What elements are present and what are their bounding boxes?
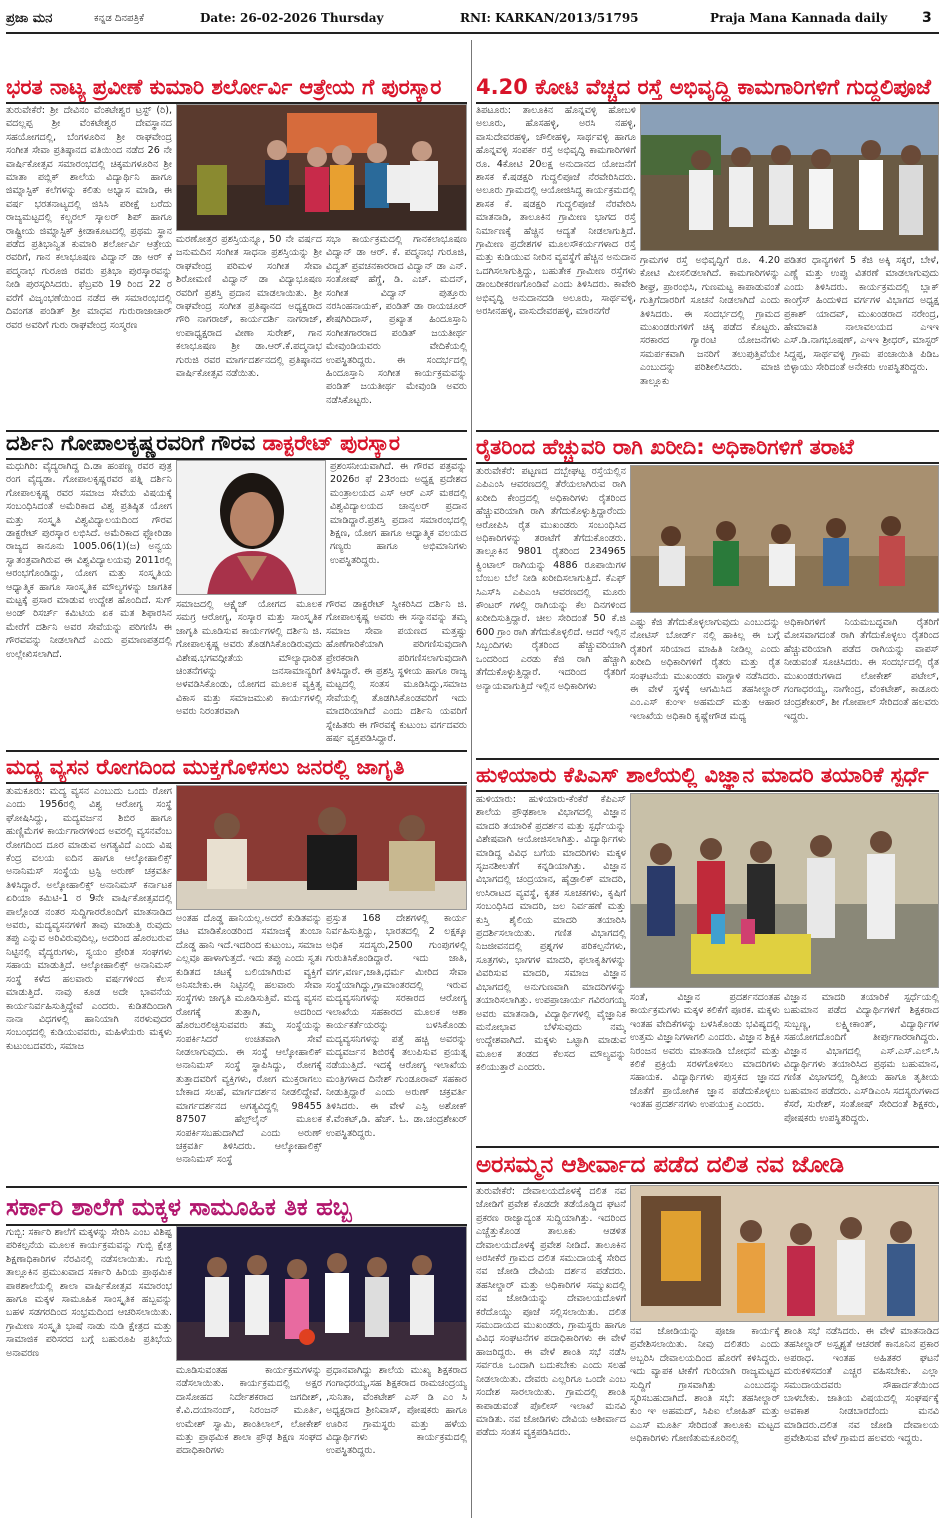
ground-breaking-photo (640, 104, 939, 251)
tagline: ಕನ್ನಡ ದಿನಪತ್ರಿಕೆ (94, 12, 145, 24)
article-alcohol-body: ತುಮಕೂರು: ಮದ್ಯ ವ್ಯಸನ ಎಂಬುದು ಒಂದು ರೋಗ ಎಂದು 1956ರಲ್ಲಿ ವಿಶ್ವ ಆರೋಗ್ಯ ಸಂಸ್ಥೆ ಘೋಷಿಸಿದ್ದು, ಮದ್ಯವರ್ಜನ ಶಿಬಿರ ಹಾಗೂ ಹುಣ್ಣಿಮೆಗಳ ಕಾರ್ಯಗಾರಗಳಿಂದ ಅವರಲ್ಲಿ ವ್ಯಸನವೆಂಬ ರೋಗದಿಂದ ದೂರ ಮಾಡುವ ಅಗತ್ಯವಿದೆ ಎಂದು ವಿಷ ಕೆಂದ್ರ ವಲಯ ಐದಿನ ಹಾಗೂ ಆಲ್ಕೋಹಾಲಿಕ್ಸ್ ಅನಾನಿಮಸ್ ಸಂಸ್ಥೆಯ ಟ್ರಸ್ಟಿ ಅರುಣ್ ಚಕ್ರವರ್ತಿ ತಿಳಿಸಿದ್ದಾರೆ. ಅಲ್ಕೋಹಾಲಿಕ್ಸ್ ಅನಾನಿಮಸ್ ಕರ್ನಾಟಕ ಏರಿಯಾ ಕಮಿಟಿ-1 ರ 9ನೇ ವಾರ್ಷಿಕೋತ್ಸವದಲ್ಲಿ ಪಾಲ್ಗೊಂಡ ನಂತರ ಸುದ್ದಿಗಾರರೊಂದಿಗೆ ಮಾತನಾಡಿದ ಅವರು, ಮದ್ಯವ್ಯಸನಗಳಿಗೆ ತಾವು ಮಾಡುತ್ತಿ ರುವುದು ತಪ್ಪು ಎನ್ನುವ ಅರಿವಿರುವುದಿಲ್ಲ, ಅದರಿಂದ ಹೊರಬರುವ ನಿಟ್ಟಿನಲ್ಲಿ ವೈದ್ಯರುಗಳು, ಸ್ವಯಂ ಪ್ರೇರಿತ ಸಂಘಗಳು ಸಹಾಯ ಮಾಡುತ್ತಿದೆ. ಆಲ್ಕೋಹಾಲಿಕ್ಸ್ ಅನಾನಿಮಸ್ ಸಂಸ್ಥೆ ಕಳೆದ ಹಲವಾರು ವರ್ಷಗಳಿಂದ ಕೆಲಸ ಮಾಡುತ್ತಿದೆ. ನಾವು ಕೂಡ ಅದೇ ಭಾವನೆಯ ಕಾರ್ಯನಿರ್ವಹಿಸುತ್ತಿದ್ದೇವೆ ಎಂದರು. ಕುಡಿತದಿಂದಾಗಿ ನಾನಾ ವಿಧಗಳಲ್ಲಿ ಹಾನಿಯಾಗಿ ನರಳುವುದರ ಸಂಬಂಧದಲ್ಲಿ ಕುಡಿಯುವವರು, ಮಹಿಳೆಯರು ಮಕ್ಕಳು ಕುಟುಂಬದವರು, ಸಮಾಜ (6, 786, 172, 1052)
headline-darshini-red: ಡಾಕ್ಟರೇಟ್ ಪುರಸ್ಕಾರ (262, 431, 400, 455)
article-school-caption: ಮೂಡಿಸುವಂತಹ ಕಾರ್ಯಕ್ರಮಗಳನ್ನು ನಡೆಸಲಾಯಿತು. ಕಾರ್ಯಕ್ರಮದಲ್ಲಿ ಅಕ್ಷರ ದಾಸೋಹದ ನಿರ್ದೇಶಕರಾದ ಜಗದೀಶ್, ಕೆ.ವಿ.ದಯಾನಂದ್, ನಿರಂಜನ್ ಮೂರ್ತಿ, ಉಮೇಶ್ ಸ್ವಾಮಿ, ಶಾಂತಿಲಾಲ್, ಲೋಕೇಶ್ ಮತ್ತು ಪ್ರಾಥಮಿಕ ಶಾಲಾ ಪ್ರೌಢ ಶಿಕ್ಷಣ ಸಂಘದ ಪದಾಧಿಕಾರಿಗಳು (176, 1365, 322, 1457)
article-dalit-caption: ನವ ಜೋಡಿಯನ್ನು ಪೂಜಾ ಕಾರ್ಯಕ್ಕೆ ಪ್ರವೇಶಿಸಲಾಯಿತು. ನೀವು ದಲಿತರು ಎಂದು ಅಬ್ಬರಿಸಿ ದೇವಾಲಯದಿಂದ ಹೊರಗೆ ಕಳಿಸಿದ್ದರು. ಇದು ವ್ಯಾಪಕ ಟೀಕೆಗೆ ಗುರಿಯಾಗಿ ರಾಜ್ಯಮಟ್ಟದ ಸುದ್ದಿಗೆ ಗ್ರಾಸವಾಗಿತ್ತು ಎಂಬುದನ್ನು ಸ್ಮರಿಸಬಹುದಾಗಿದೆ. ಶಾಂತಿ ಸಭೆ: ತಹಸೀಲ್ದಾರ್ ಕುಂ ಞ ಅಹಮದ್, ಸಿಪಿಐ ಲೋಹಿತ್ ಮತ್ತು ಎಎಸ್ ಮೂರ್ತಿ ಸೇರಿದಂತೆ ತಾಲೂಕು ಮಟ್ಟದ ಅಧಿಕಾರಿಗಳು ಗೋಣಿತುಮಕೂರಿನಲ್ಲಿ (630, 1326, 780, 1445)
article-alcohol-body-mid: ಅಂತಹ ದೊಡ್ಡ ಹಾನಿಯಲ್ಲ.ಅದರೆ ಕುಡಿತವನ್ನು ಚಟ ಮಾಡಿಕೊಂಡರಿಂದ ಸಮಾಜಕ್ಕೆ ತುಂಬಾ ದೊಡ್ಡ ಹಾನಿ ಇದೆ.ಇದರಿಂದ ಕುಟುಂಬ, ಸಮಾಜ ಎಲ್ಲವೂ ಹಾಳಾಗುತ್ತದೆ. ಇದು ತಪ್ಪು ಎಂದು ಸ್ವತಃ ಕುಡಿತದ ಚಟಕ್ಕೆ ಬಲಿಯಾಗಿರುವ ವ್ಯಕ್ತಿಗೆ ಅನಿಸಬೇಕು.ಈ ನಿಟ್ಟಿನಲ್ಲಿ ಹಲವಾರು ಸೇವಾ ಸಂಸ್ಥೆಗಳು ಜಾಗೃತಿ ಮೂಡಿಸುತ್ತಿವೆ. ಮದ್ಯ ವ್ಯಸನ ರೋಗಕ್ಕೆ ತುತ್ತಾಗಿ, ಅದರಿಂದ ಹೊರಬರಲಿಚ್ಛಿಸುವವರು ತಮ್ಮ ಸಂಸ್ಥೆಯನ್ನು ಸಂಪರ್ಕಿಸಿದರೆ ಉಚಿತವಾಗಿ ಸೇವೆ ನೀಡಲಾಗುವುದು. ಈ ಸಂಸ್ಥೆ ಆಲ್ಕೋಹಾಲಿಕ್ ಅನಾನಿಮಸ್ ಸಂಸ್ಥೆ ಸ್ಥಾಪಿಸಿದ್ದು, ರೋಗಕ್ಕೆ ತುತ್ತಾದವರಿಗೆ ವ್ಯಕ್ತಿಗಳು, ರೋಗ ಮುಕ್ತರಾಗಲು ಬೇಕಾದ ಸಲಹೆ, ಮಾರ್ಗದರ್ಶನ ನೀಡಲಿದ್ದೇವೆ. ಮಾರ್ಗದರ್ಶನದ ಅಗತ್ಯವಿದ್ದಲ್ಲಿ 98455 87507 ಹೆಲ್ಪ್‌ಲೈನ್ ಮೂಲಕ ಸಂಪರ್ಕಿಸಬಹುದಾಗಿದೆ ಎಂದು ಅರುಣ್ ಚಕ್ರವರ್ತಿ ತಿಳಿಸಿದರು. ಆಲ್ಕೋಹಾಲಿಕ್ಸ್ ಅನಾನಿಮಸ್ ಸಂಸ್ಥೆ (176, 913, 322, 1166)
article-bharatanatya-caption: ಮರಣೋತ್ತರ ಪ್ರಶಸ್ತಿಯನ್ನೂ, 50 ನೇ ವರ್ಷದ ಜನುಮದಿನ ಸಂಗೀತ ಸಾಧನಾ ಪ್ರಶಸ್ತಿಯನ್ನು ಶ್ರೀ ರಾಘವೇಂದ್ರ ಪರಿಮಳ ಸಂಗೀತ ಸೇವಾ ಶಿರೋಮಣಿ ವಿದ್ವಾನ್ ಡಾ ವಿದ್ಯಾಭೂಷಣ ರವರಿಗೆ ಪ್ರಶಸ್ತಿ ಪ್ರದಾನ ಮಾಡಲಾಯಿತು. ಶ್ರೀ ರಾಘವೇಂದ್ರ ಸಂಗೀತ ಪ್ರತಿಷ್ಠಾನದ ಅಧ್ಯಕ್ಷರಾದ ಗೌರಿ ನಾಗರಾಜ್, ಕಾರ್ಯದರ್ಶಿ ನಾಗರಾಜ್, ಉಪಾಧ್ಯಕ್ಷರಾದ ವೀಣಾ ಸುರೇಶ್, ಗಾನ ಕಲಾಭೂಷಣ ಶ್ರೀ ಡಾ.ಆರ್.ಕೆ.ಪದ್ಮನಾಭ ಗುರುಜಿ ರವರ ಮಾರ್ಗದರ್ಶನದಲ್ಲಿ ಪ್ರತಿಷ್ಠಾನದ ವಾರ್ಷಿಕೋತ್ಸವ ನಡೆಯಿತು. (176, 234, 322, 380)
page-number: 3 (922, 10, 932, 26)
article-bharatanatya-body-cont: ಸಭಾ ಕಾರ್ಯಕ್ರಮದಲ್ಲಿ ಗಾನಕಲಾಭೂಷಣ ವಿದ್ವಾನ್ ಡಾ ಆರ್. ಕೆ. ಪದ್ಮನಾಭ ಗುರೂಜಿ, ವಿದ್ವತ್ ಪ್ರವಚನಕಾರರಾದ ವಿದ್ವಾನ್ ಡಾ ಎನ್. ಸಂತೋಷ್ ಹೆಗ್ಡೆ, ಡಿ. ಎಚ್. ಮದನ್, ಸಂಗೀತ ವಿದ್ವಾನ್ ಪುತ್ತೂರು ನರಸಿಂಹನಾಯಕ್, ಪಂಡಿತ್ ಡಾ ರಾಯಚೂರ್ ಶೇಷಗಿರಿದಾಸ್, ಪ್ರಖ್ಯಾತ ಹಿಂದೂಸ್ತಾನಿ ಸಂಗೀತಗಾರರಾದ ಪಂಡಿತ್ ಜಯತೀರ್ಥ ಮೇವುಂಡಿಯವರು ವೇದಿಕೆಯಲ್ಲಿ ಉಪಸ್ಥಿತರಿದ್ದರು. ಈ ಸಂದರ್ಭದಲ್ಲಿ ಹಿಂದೂಸ್ತಾನಿ ಸಂಗೀತ ಕಾರ್ಯಕ್ರಮವನ್ನು ಪಂಡಿತ್ ಜಯತೀರ್ಥ ಮೇವುಂಡಿ ಅವರು ನಡೆಸಿಕೊಟ್ಟರು. (326, 234, 467, 406)
article-darshini-body-top: ಪ್ರಶಂಸನೀಯವಾಗಿದೆ. ಈ ಗೌರವ ಪತ್ರವನ್ನು 2026ರ ಫೆ 23ರಂದು ಅಧ್ಯಕ್ಷ ಪ್ರದೇಶದ ಮಂತ್ರಾಲಯದ ಎಸ್ ಆರ್ ಎಸ್ ಮಠದಲ್ಲಿ ವಿಶ್ವವಿದ್ಯಾಲಯದ ಚಾನ್ಸಲರ್ ಪ್ರದಾನ ಮಾಡಿದ್ದಾರೆ.ಪ್ರಶಸ್ತಿ ಪ್ರದಾನ ಸಮಾರಂಭದಲ್ಲಿ ಶಿಕ್ಷಣ, ಯೋಗ ಹಾಗೂ ಆಧ್ಯಾತ್ಮಿಕ ವಲಯದ ಗಣ್ಯರು ಹಾಗೂ ಅಭಿಮಾನಿಗಳು ಉಪಸ್ಥಿತರಿದ್ದರು. (330, 461, 467, 566)
science-exhibition-photo (630, 793, 939, 988)
article-bharatanatya-body: ತುರುವೇಕೆರೆ: ಶ್ರೀ ದೇವಿನಂ ವೆಂಕಟೇಶ್ವರ ಟ್ರಸ್ಟ್ (ರಿ), ವದಲ್ಲಪ್ಪ ಶ್ರೀ ವೆಂಕಟೇಶ್ವರ ದೇವಸ್ಥಾನದ ಸಹಯೋಗದಲ್ಲಿ, ಬೆಂಗಳೂರಿನ ಶ್ರೀ ರಾಘವೇಂದ್ರ ಸಂಗೀತ ಸೇವಾ ಪ್ರತಿಷ್ಠಾನದ ವತಿಯಿಂದ ನಡೆದ 26 ನೇ ವಾರ್ಷಿಕೋತ್ಸವ ಸಮಾರಂಭದಲ್ಲಿ ಚಿಕ್ಕಮಗಳೂರಿನ ಶ್ರೀ ಮಾತಾ ಪಬ್ಲಿಕ್ ಶಾಲೆಯ ವಿದ್ಯಾರ್ಥಿನಿ ಹಾಗೂ ಜಿಮ್ನಾಸ್ಟಿಕ್ ಕಲೆಗಳನ್ನು ಕಲಿತು ಅಭ್ಯಾಸ ಮಾಡಿ, ಈ ವರ್ಷ ಭರತನಾಟ್ಯದಲ್ಲಿ ಜಿಸಿಸಿ ಪರೀಕ್ಷೆ ಬರೆದು ರಾಜ್ಯಮಟ್ಟದಲ್ಲಿ ಕಲ್ಚರಲ್ ಸ್ಕಾಲರ್ ಶಿಪ್ ಹಾಗೂ ರಾಷ್ಟ್ರೀಯ ಜಿಮ್ನಾಸ್ಟಿಕ್ ಕ್ರೀಡಾಕೂಟದಲ್ಲಿ ಪ್ರಥಮ ಸ್ಥಾನ ಪಡೆದ ಪ್ರತಿಭಾನ್ವಿತ ಕುಮಾರಿ ಶರ್ಲೋರ್ವಿ ಆತ್ರೇಯ ರವರಿಗೆ, ಗಾನ ಕಲಾಭೂಷಣ ವಿದ್ವಾನ್ ಡಾ ಆರ್ ಕೆ ಪದ್ಮನಾಭ ಗುರೂಜಿ ರವರು ಪ್ರತಿಭಾ ಪುರಸ್ಕಾರವನ್ನು ನೀಡಿ ಪುರಸ್ಕರಿಸಿದರು. ಫೆಬ್ರವರಿ 19 ರಿಂದ 22 ರ ವರೆಗೆ ವಿಜೃಂಭಣೆಯಿಂದ ನಡೆದ ಈ ಸಮಾರಂಭದಲ್ಲಿ ದಿವಂಗತ ಪಂಡಿತ್ ಶ್ರೀ ಮಾಧವ ಗುರುರಾಜಾಚಾರ್ ರವರ ಅವರಿಗೆ ಗುರು ರಾಘವೇಂದ್ರ ಸಂಸ್ಮರಣ (6, 105, 172, 331)
column-divider (471, 40, 472, 1518)
headline-ragi-purchase: ರೈತರಿಂದ ಹೆಚ್ಚುವರಿ ರಾಗಿ ಖರೀದಿ: ಅಧಿಕಾರಿಗಳಿಗೆ ತರಾಟೆ (476, 432, 939, 464)
article-alcohol-body-cont: ಪ್ರಸ್ತುತ 168 ದೇಶಗಳಲ್ಲಿ ಕಾರ್ಯ ನಿರ್ವಹಿಸುತ್ತಿದ್ದು, ಭಾರತದಲ್ಲಿ 2 ಲಕ್ಷಕ್ಕೂ ಅಧಿಕ ಸದಸ್ಯರು,2500 ಗುಂಪುಗಳಲ್ಲಿ ಗುರುತಿಸಿಕೊಂಡಿದ್ದಾರೆ. ಇದು ಜಾತಿ, ವರ್ಗ,ವರ್ಣ,ಜಾತಿ,ಧರ್ಮ ಮೀರಿದ ಸೇವಾ ಸಂಸ್ಥೆಯಾಗಿದ್ದು,ಗ್ರಾಮಾಂತರದಲ್ಲಿ ಇರುವ ಮದ್ಯವ್ಯಸನಿಗಳನ್ನು ಸರಕಾರದ ಆರೋಗ್ಯ ಇಲಾಖೆಯ ಸಹಕಾರದ ಮೂಲಕ ಆಶಾ ಕಾರ್ಯಕರ್ತೆಯರನ್ನು ಬಳಸಿಕೊಂಡು ಮದ್ಯವ್ಯಸನಿಗಳನ್ನು ಪತ್ತೆ ಹಚ್ಚಿ ಅವರನ್ನು ಮದ್ಯವರ್ಜನ ಶಿಬಿರಕ್ಕೆ ತಲುಪಿಸುವ ಪ್ರಯತ್ನ ನಡೆಯುತ್ತಿದೆ. ಇದಕ್ಕೆ ಆರೋಗ್ಯ ಇಲಾಖೆಯ ಮಂತ್ರಿಗಳಾದ ದಿನೇಶ್ ಗುಂಡೂರಾವ್ ಸಹಕಾರ ನೀಡುತ್ತಿದ್ದಾರೆ ಎಂದು ಅರುಣ್ ಚಕ್ರವರ್ತಿ ತಿಳಿಸಿದರು. ಈ ವೇಳೆ ಎಸ್ಪಿ ಅಶೋಕ್ ಕೆ.ವೆಂಕಟ್,ಡಿ. ಹೆಚ್. ಓ. ಡಾ.ಚಂದ್ರಶೇಖರ್ ಉಪಸ್ಥಿತರಿದ್ದರು. (326, 913, 467, 1139)
article-dalit-body-cont: ಶಾಂತಿ ಸಭೆ ನಡೆಸಿದರು. ಈ ವೇಳೆ ಮಾತನಾಡಿದ ತಹಸೀಲ್ದಾರ್ ಅಸ್ಪೃಶ್ಯತೆ ಆಚರಣೆ ಕಾನೂನಿನ ಪ್ರಕಾರ ಅಪರಾಧ. ಇಂತಹ ಅಹಿತಕರ ಘಟನೆ ಮರುಕಳಿಸದಂತೆ ಎಚ್ಚರ ವಹಿಸಬೇಕು. ಎಲ್ಲಾ ಸಮುದಾಯದವರು ಸೌಹಾರ್ದತೆಯಿಂದ ಬಾಳಬೇಕು. ಜಾತಿಯ ವಿಷಯದಲ್ಲಿ ಸಂಘರ್ಷಕ್ಕೆ ಅವಕಾಶ ನೀಡಬಾರದೆಂದು ಮನವಿ ಮಾಡಿದರು.ದಲಿತ ನವ ಜೋಡಿ ದೇವಾಲಯ ಪ್ರವೇಶಿಸುವ ವೇಳೆ ಗ್ರಾಮದ ಹಲವರು ಇದ್ದರು. (784, 1326, 939, 1445)
headline-bharatanatya: ಭರತ ನಾಟ್ಯ ಪ್ರವೀಣೆ ಕುಮಾರಿ ಶರ್ಲೋರ್ವಿ ಆತ್ರೇಯ ಗೆ ಪುರಸ್ಕಾರ (6, 72, 467, 104)
school-event-photo (176, 1226, 467, 1361)
article-darshini-body-cont: ಗೌರವ ಡಾಕ್ಟರೇಟ್ ಸ್ವೀಕರಿಸಿದ ದರ್ಶಿನಿ ಜಿ. ಗೋಪಾಲಕೃಷ್ಣ ಅವರು ಈ ಸನ್ಮಾನವನ್ನು ತಮ್ಮ ಸಮಾಜ ಸೇವಾ ಪಯಣದ ಮತ್ತಷ್ಟು ಹೊಣೆಗಾರಿಕೆಯಾಗಿ ಪರಿಗಣಿಸುವುದಾಗಿ ಪ್ರೇರಕರಾಗಿ ಪರಿಗಣಿಸಲಾಗುವುದಾಗಿ ತಿಳಿಸಿದ್ದಾರೆ. ಈ ಪ್ರಶಸ್ತಿ ಸ್ಥಳೀಯ ಹಾಗೂ ರಾಜ್ಯ ಮಟ್ಟದಲ್ಲಿ ಸಂತಸ ಮೂಡಿಸಿದ್ದು,ಸಮಾಜ ಸೇವೆಯಲ್ಲಿ ತೊಡಗಿಸಿಕೊಂಡವರಿಗೆ ಇದು ಮಾದರಿಯಾಗಿದೆ ಎಂದು ದರ್ಶಿನಿ ಯವರಿಗೆ ಸ್ನೇಹಿತರು ಈ ಗೌರವಕ್ಕೆ ಕುಟುಂಬ ವರ್ಗದವರು ಹರ್ಷ ವ್ಯಕ್ತಪಡಿಸಿದ್ದಾರೆ. (326, 599, 467, 745)
temple-visit-photo (630, 1185, 939, 1322)
article-ragi-body-mid: ಎಷ್ಟು ಕೆಜಿ ತೆಗೆದುಕೊಳ್ಳಲಾಗುವುದು ಎಂಬುದನ್ನು ನೋಟಿಸ್ ಬೋರ್ಡ್ ನಲ್ಲಿ ಹಾಕಿಲ್ಲ ಈ ಬಗ್ಗೆ ರೈತರಿಗೆ ಸರಿಯಾದ ಮಾಹಿತಿ ನೀಡಿಲ್ಲ ಎಂದು ಖರೀದಿ ಅಧಿಕಾರಿಗಳಿಗೆ ರೈತರು ಮತ್ತು ರೈತ ಸಂಘಟನೆಯ ಮುಖಂಡರು ವಾಗ್ದಾಳಿ ನಡೆಸಿದರು. ಈ ವೇಳೆ ಸ್ಥಳಕ್ಕೆ ಆಗಮಿಸಿದ ತಹಸೀಲ್ದಾರ್ ಎಂ.ಎಸ್ ಕುಂಞ ಅಹಮದ್ ಮತ್ತು ಆಹಾರ ಇಲಾಖೆಯ ಅಧಿಕಾರಿ ಕೃಷ್ಣೇಗೌಡ ಮಧ್ಯ (630, 617, 780, 722)
article-ragi-body: ತುರುವೇಕೆರೆ: ಪಟ್ಟಣದ ದಬ್ಬೇಘಟ್ಟ ರಸ್ತೆಯಲ್ಲಿನ ಎಪಿಎಂಸಿ ಆವರಣದಲ್ಲಿ ತೆರೆಯಲಾಗಿರುವ ರಾಗಿ ಖರೀದಿ ಕೇಂದ್ರದಲ್ಲಿ ಅಧಿಕಾರಿಗಳು ರೈತರಿಂದ ಹೆಚ್ಚುವರಿಯಾಗಿ ರಾಗಿ ತೆಗೆದುಕೊಳ್ಳುತ್ತಿದ್ದಾರೆಂದು ಆರೋಪಿಸಿ ರೈತ ಮುಖಂಡರು ಸಂಬಂಧಿಸಿದ ಅಧಿಕಾರಿಗಳನ್ನು ತರಾಟೆಗೆ ತೆಗೆದುಕೊಂಡರು. ತಾಲ್ಲೂಕಿನ 9801 ರೈತರಿಂದ 234965 ಕ್ವಿಂಟಾಲ್ ರಾಗಿಯನ್ನು 4886 ರೂಪಾಯಿಗಳ ಬೆಂಬಲ ಬೆಲೆ ನೀಡಿ ಖರೀದಿಸಲಾಗುತ್ತಿದೆ. ಕೆಎಫ್ ಸಿಎಸ್‌ಸಿ ಎಪಿಎಂಸಿ ಆವರಣದಲ್ಲಿ ಮೂರು ಕೌಂಟರ್ ಗಳಲ್ಲಿ ರಾಗಿಯನ್ನು ಕೆಲ ದಿನಗಳಿಂದ ಖರೀದಿಸುತ್ತಿದ್ದಾರೆ. ಚೀಲ ಸೇರಿದಂತೆ 50 ಕೆ.ಜಿ 600 ಗ್ರಾಂ ರಾಗಿ ತೆಗೆದುಕೊಳ್ಳಲಿದೆ. ಆದರೆ ಇಲ್ಲಿನ ಸಿಬ್ಬಂದಿಗಳು ರೈತರಿಂದ ಹೆಚ್ಚುವರಿಯಾಗಿ ಒಂದರಿಂದ ಎರಡು ಕೆಜಿ ರಾಗಿ ಹೆಚ್ಚಾಗಿ ತೆಗೆದುಕೊಳ್ಳುತ್ತಿದ್ದಾರೆ. ಇದರಿಂದ ರೈತರಿಗೆ ಅನ್ಯಾಯವಾಗುತ್ತಿದೆ ಇಲ್ಲಿನ ಅಧಿಕಾರಿಗಳು (476, 466, 626, 692)
headline-alcohol-awareness: ಮದ್ಯ ವ್ಯಸನ ರೋಗದಿಂದ ಮುಕ್ತಗೊಳಿಸಲು ಜನರಲ್ಲಿ ಜಾಗೃತಿ (6, 752, 467, 784)
rni-number: RNI: KARKAN/2013/51795 (460, 11, 639, 25)
headline-dalit-couple: ಅರಸಮ್ಮನ ಆಶೀರ್ವಾದ ಪಡೆದ ದಲಿತ ನವ ಜೋಡಿ (476, 1148, 939, 1184)
press-meet-photo (176, 785, 467, 910)
article-science-body-cont: ವಿಜ್ಞಾನ ಮಾದರಿ ತಯಾರಿಕೆ ಸ್ಪರ್ಧೆಯಲ್ಲಿ ಬಹುಮಾನ ಪಡೆದ ವಿದ್ಯಾರ್ಥಿಗಳಿಗೆ ಶಿಕ್ಷಕರಾದ ಸುಬ್ಬಣ್ಣ, ಲಕ್ಷ್ಮೀಕಾಂತ್, ವಿದ್ಯಾರ್ಥಿಗಳ ಸಹಯೋಗದೊಂದಿಗೆ ತೀರ್ಪುಗಾರರಾಗಿದ್ದರು. ವಿಜ್ಞಾನ ವಿಭಾಗದಲ್ಲಿ ಎಸ್.ಎಸ್.ಎಲ್.ಸಿ ವಿದ್ಯಾರ್ಥಿಗಳು ತಯಾರಿಸಿದ ಪ್ರಥಮ ಬಹುಮಾನ, ಗಣಿತ ವಿಭಾಗದಲ್ಲಿ ದ್ವಿತೀಯ ಹಾಗೂ ತೃತೀಯ ಬಹುಮಾನ ಪಡೆದರು. ಎಸ್‌ಡಿಎಂಸಿ ಸದಸ್ಯರುಗಳಾದ ಕೆಸರೆ, ಸುರೇಶ್, ಸಂತೋಷ್ ಸೇರಿದಂತೆ ಶಿಕ್ಷಕರು, ಪೋಷಕರು ಉಪಸ್ಥಿತರಿದ್ದರು. (784, 992, 939, 1124)
issue-date: Date: 26-02-2026 Thursday (200, 11, 384, 25)
darshini-portrait-photo (176, 460, 326, 595)
masthead (6, 4, 939, 34)
article-darshini-body-mid: ಸಮಾಜದಲ್ಲಿ ಆಕ್ಷ್ಯೆಜ್ ಯೋಗದ ಮೂಲಕ ಸಮಗ್ರ ಆರೋಗ್ಯ, ಸಂಸ್ಕಾರ ಮತ್ತು ಸಾಂಸ್ಕೃತಿಕ ಜಾಗೃತಿ ಮೂಡಿಸುವ ಕಾರ್ಯಗಳಲ್ಲಿ ದರ್ಶಿನಿ ಜಿ. ಗೋಪಾಲಕೃಷ್ಣ ಅವರು ತೊಡಗಿಸಿಕೊಂಡಿರುವುದು ವಿಶೇಷ.ಭಗವದ್ಗೀತೆಯ ಮೌಲ್ಯಾಧಾರಿತ ಚಿಂತನೆಗಳನ್ನು ಜನಸಾಮಾನ್ಯರಿಗೆ ಅಳವಡಿಸಿಕೊಂಡು, ಯೋಗದ ಮೂಲಕ ವ್ಯಕ್ತಿತ್ವ ವಿಕಾಸ ಮತ್ತು ಸಮಾಜಮುಖಿ ಕಾರ್ಯಗಳಲ್ಲಿ ಅವರು ನಿರಂತರವಾಗಿ (176, 599, 322, 718)
article-darshini-body: ಮಧುಗಿರಿ: ವೈದ್ಯರಾಗಿದ್ದ ದಿ.ಡಾ ಹಂಪಣ್ಣ ರವರ ಪುತ್ರ ರಂಗ ವೈದ್ಯಡಾ. ಗೋಪಾಲಕೃಷ್ಣರವರ ಪತ್ನಿ ದರ್ಶಿನಿ ಗೋಪಾಲಕೃಷ್ಣ ರವರ ಸಮಾಜ ಸೇವೆಯ ವಿಷಯಕ್ಕೆ ಸಂಬಂಧಿಸಿದಂತೆ ಅಮೆರಿಕಾದ ವಿಶ್ವ ಪ್ರತಿಷ್ಠಿತ ಯೋಗ ಮತ್ತು ಸಂಸ್ಕೃತಿ ವಿಶ್ವವಿದ್ಯಾಲಯದಿಂದ ಗೌರವ ಡಾಕ್ಟರೇಟ್ ಪುರಸ್ಕಾರ ಲಭಿಸಿದೆ. ಅಮೆರಿಕಾದ ಫ್ಲೋರಿಡಾ ರಾಜ್ಯದ ಕಾನೂನು 1005.06(1)(ಜ) ಅನ್ವಯ ಸ್ವಾತಂತ್ರವಾಗಿರುವ ಈ ವಿಶ್ವವಿದ್ಯಾಲಯವು 2011ರಲ್ಲಿ ಆರಂಭಗೊಂಡಿದ್ದು, ಯೋಗ ಮತ್ತು ಸಂಸ್ಕೃತಿಯ ಆಧ್ಯಾತ್ಮಿಕ ಹಾಗೂ ಸಾಂಸ್ಕೃತಿಕ ಮೌಲ್ಯಗಳನ್ನು ಜಾಗತಿಕ ಮಟ್ಟಕ್ಕೆ ಪ್ರಸಾರ ಮಾಡುವ ಉದ್ದೇಶ ಹೊಂದಿದೆ. ಸುಗ್ ಅಂಡ್ ರಿಸರ್ಚ್ ಕಮಿಟಿಯ ಏಕ ಮತ ಶಿಫಾರಸಿನ ಮೇರೆಗೆ ದರ್ಶಿನಿ ಅವರ ಸೇವೆಯನ್ನು ಪರಿಗಣಿಸಿ ಈ ಗೌರವವನ್ನು ನೀಡಲಾಗಿದೆ ಎಂದು ಪ್ರಮಾಣಪತ್ರದಲ್ಲಿ ಉಲ್ಲೇಖಿಸಲಾಗಿದೆ. (6, 461, 172, 660)
article-school-body: ಗುಬ್ಬಿ: ಸರ್ಕಾರಿ ಶಾಲೆಗೆ ಮಕ್ಕಳನ್ನು ಸೇರಿಸಿ ಎಂಬ ವಿಶಿಷ್ಟ ಪರಿಕಲ್ಪನೆಯ ಮೂಲಕ ಕಾರ್ಯಕ್ರಮವನ್ನು ಗುಬ್ಬಿ ಕ್ಷೇತ್ರ ಶಿಕ್ಷಣಾಧಿಕಾರಿಗಳ ನೆರವಿನಲ್ಲಿ ನಡೆಸಲಾಯಿತು. ಗುಬ್ಬಿ ತಾಲ್ಲೂಕಿನ ಪ್ರಮುಖವಾದ ಸರ್ಕಾರಿ ಹಿರಿಯ ಪ್ರಾಥಮಿಕ ಪಾಠಶಾಲೆಯಲ್ಲಿ ಶಾಲಾ ವಾರ್ಷಿಕೋತ್ಸವ ಸಮಾರಂಭ ಹಾಗೂ ಮಕ್ಕಳ ಸಾಮೂಹಿಕ ಸಾಂಸ್ಕೃತಿಕ ಹಬ್ಬವನ್ನು ಬಹಳ ಸಡಗರದಿಂದ ಸಂಭ್ರಮದಿಂದ ಆಚರಿಸಲಾಯಿತು. ಗ್ರಾಮೀಣ ಸಂಸ್ಕೃತಿ ಭಾಷೆ ನಾಡು ನುಡಿ ಕ್ಷೇತ್ರದ ಮತ್ತು ಸಾಮಾಜಿಕ ಪರಿಸರದ ಬಗ್ಗೆ ಬಹುರೂಪಿ ಪ್ರತಿಭೆಯ ಅನಾವರಣ (6, 1227, 172, 1359)
article-science-body: ಹುಳಿಯಾರು: ಹುಳಿಯಾರು-ಕೆಂಕೆರೆ ಕೆಪಿಎಸ್ ಶಾಲೆಯ ಪ್ರೌಢಶಾಲಾ ವಿಭಾಗದಲ್ಲಿ ವಿಜ್ಞಾನ ಮಾದರಿ ತಯಾರಿಕೆ ಪ್ರದರ್ಶನ ಮತ್ತು ಸ್ಪರ್ಧೆಯನ್ನು ವಿಶೇಷವಾಗಿ ಆಯೋಜಿಸಲಾಗಿತ್ತು. ವಿದ್ಯಾರ್ಥಿಗಳು ಮಾಡಿದ್ದ ವಿವಿಧ ಬಗೆಯ ಮಾದರಿಗಳು ಮಕ್ಕಳ ಸೃಜನಶೀಲತೆಗೆ ಕನ್ನಡಿಯಾಗಿತ್ತು. ವಿಜ್ಞಾನ ವಿಭಾಗದಲ್ಲಿ ಚಂದ್ರಯಾನ, ಹೈಡ್ರಾಲಿಕ್ ಮಾದರಿ, ಉಸಿರಾಟದ ವ್ಯವಸ್ಥೆ, ಕೃತಕ ಸೂಚಕಗಳು, ಕೃಷಿಗೆ ಸಂಬಂಧಿಸಿದ ಮಾದರಿ, ಜಲ ನಿರ್ವಹಣೆ ಮತ್ತು ಕುಸ್ತಿ ಶೈಲಿಯ ಮಾದರಿ ತಯಾರಿಸಿ ಪ್ರದರ್ಶಿಸಲಾಯಿತು. ಗಣಿತ ವಿಭಾಗದಲ್ಲಿ ನಿಜಜೀವನದಲ್ಲಿ ಪ್ರಶ್ನಗಳ ಪರಿಕಲ್ಪನೆಗಳು, ಸೂತ್ರಗಳು, ಭಾಗಗಳ ಮಾದರಿ, ಫಲಾಕೃತಿಗಳನ್ನು ವಿವರಿಸುವ ಮಾದರಿ, ಸಮಾಜ ವಿಜ್ಞಾನ ವಿಭಾಗದಲ್ಲಿ ಅನುಗುಣವಾಗಿ ಮಾದರಿಗಳನ್ನು ತಯಾರಿಸಲಾಗಿತ್ತು. ಉಪಪ್ರಾಚಾರ್ಯ ಗವಿರಂಗಯ್ಯ ಅವರು ಮಾತನಾಡಿ, ವಿದ್ಯಾರ್ಥಿಗಳಲ್ಲಿ ವೈಜ್ಞಾನಿಕ ಮನೋಭಾವ ಬೆಳೆಸುವುದು ನಮ್ಮ ಉದ್ದೇಶವಾಗಿದೆ. ಮಕ್ಕಳು ಒಟ್ಟಾಗಿ ಮಾಡುವ ಮೂಲಕ ತಂಡದ ಕೆಲಸದ ಮೌಲ್ಯವನ್ನು ಕಲಿಯುತ್ತಾರೆ ಎಂದರು. (476, 794, 626, 1074)
article-school-body-cont: ಪ್ರಧಾನವಾಗಿದ್ದು ಶಾಲೆಯ ಮುಖ್ಯ ಶಿಕ್ಷಕರಾದ ಗಂಗಾಧರಯ್ಯ,ಸಹ ಶಿಕ್ಷಕರಾದ ರಾಮಚಂದ್ರಯ್ಯ ,ಸುನಿತಾ, ವೆಂಕಟೇಶ್ ಎಸ್ ಡಿ ಎಂ ಸಿ ಅಧ್ಯಕ್ಷರಾದ ಶ್ರೀನಿವಾಸ್, ಪೋಷಕರು ಹಾಗೂ ಊರಿನ ಗ್ರಾಮಸ್ಥರು ಮತ್ತು ಹಳೆಯ ವಿದ್ಯಾರ್ಥಿಗಳು ಕಾರ್ಯಕ್ರಮದಲ್ಲಿ ಉಪಸ್ಥಿತರಿದ್ದರು. (326, 1365, 467, 1457)
headline-darshini: ದರ್ಶಿನಿ ಗೋಪಾಲಕೃಷ್ಣರವರಿಗೆ ಗೌರವ ಡಾಕ್ಟರೇಟ್ ಪುರಸ್ಕಾರ (6, 428, 467, 460)
article-road-caption: ಗ್ರಾಮಗಳ ರಸ್ತೆ ಅಭಿವೃದ್ಧಿಗೆ ರೂ. 4.20 ಕೋಟಿ ಮೀಸಲಿಡಲಾಗಿದೆ. ಕಾಮಗಾರಿಗಳನ್ನು ಶೀಘ್ರ, ಪ್ರಾರಂಭಿಸಿ, ಗುಣಮಟ್ಟ ಕಾಪಾಡುವಂತೆ ಗುತ್ತಿಗೆದಾರರಿಗೆ ಸೂಚನೆ ನೀಡಲಾಗಿದೆ ಎಂದು ತಿಳಿಸಿದರು. ಈ ಸಂದರ್ಭದಲ್ಲಿ ಗ್ರಾಮದ ಮುಖಂಡರುಗಳಿಗೆ ಚಿಕ್ಕ ಪಡೆದ ಕೊಟ್ಟರು. ಸರಕಾರದ ಗ್ಯಾರಂಟಿ ಯೋಜನೆಗಳು ಸಮರ್ಪಕವಾಗಿ ಜನರಿಗೆ ತಲುಪುತ್ತಿವೆಯೇ ಎಂಬುದನ್ನು ಪರಿಶೀಲಿಸಿದರು. ಮಾಜಿ ತಾಲ್ಲೂಕು (640, 255, 780, 387)
article-road-body: ತಿಪಟೂರು: ತಾಲೂಕಿನ ಹೊನ್ನವಳ್ಳಿ ಹೋಬಳಿ ಅಲೂರು, ಹೊಸಹಳ್ಳಿ, ಅರಸಿ ನಹಳ್ಳಿ, ವಾಸುದೇವರಹಳ್ಳಿ, ಚೌಲೀಹಳ್ಳಿ, ಸಾರ್ಥವಳ್ಳಿ ಹಾಗೂ ಹೊನ್ನವಳ್ಳಿ ಸಂಪರ್ಕ ರಸ್ತೆ ಅಭಿವೃದ್ಧಿ ಕಾಮಗಾರಿಗಳಿಗೆ ರೂ. 4ಕೋಟಿ 20ಲಕ್ಷ ಅನುದಾನದ ಯೋಜನೆಗೆ ಶಾಸಕ ಕೆ.ಷಡಕ್ಷರಿ ಗುದ್ದಲಿಪೂಜೆ ನೆರವೇರಿಸಿದರು. ಅಲೂರು ಗ್ರಾಮದಲ್ಲಿ ಆಯೋಜಿಸಿದ್ದ ಕಾರ್ಯಕ್ರಮದಲ್ಲಿ ಶಾಸಕ ಕೆ. ಷಡಕ್ಷರಿ ಗುದ್ದಲಿಪೂಜೆ ನೆರವೇರಿಸಿ ಮಾತನಾಡಿ, ತಾಲೂಕಿನ ಗ್ರಾಮೀಣ ಭಾಗದ ರಸ್ತೆ ನಿರ್ಮಾಣಕ್ಕೆ ಹೆಚ್ಚಿನ ಆದ್ಯತೆ ನೀಡಲಾಗುತ್ತಿದೆ. ಗ್ರಾಮೀಣ ಪ್ರದೇಶಗಳ ಮೂಲಸೌಕರ್ಯಗಳಾದ ರಸ್ತೆ ಮತ್ತು ಕುಡಿಯುವ ನೀರಿನ ವ್ಯವಸ್ಥೆಗೆ ಹೆಚ್ಚಿನ ಅನುದಾನ ಒದಗಿಸಲಾಗುತ್ತಿದ್ದು, ಬಹುತೇಕ ಗ್ರಾಮೀಣ ರಸ್ತೆಗಳು ಡಾಂಬರೀಕರಣಗೊಂಡಿವೆ ಎಂದು ತಿಳಿಸಿದರು. ಕಾವೇರಿ ಅಭಿವೃದ್ಧಿ ಅನುದಾನದಡಿ ಅಲೂರು, ಸಾರ್ಥವಳ್ಳಿ, ಅರಸೀನಹಳ್ಳಿ, ವಾಸುದೇವರಹಳ್ಳಿ, ಮಾರನಗೆರೆ (476, 105, 636, 318)
award-ceremony-photo (176, 104, 467, 231)
article-ragi-body-cont: ಅಧಿಕಾರಿಗಳಿಗೆ ನಿಯಮಬದ್ಧವಾಗಿ ರೈತರಿಗೆ ಮೋಸವಾಗದಂತೆ ರಾಗಿ ತೆಗೆದುಕೊಳ್ಳಲು ರೈತರಿಂದ ಹೆಚ್ಚುವರಿಯಾಗಿ ಪಡೆದ ರಾಗಿಯನ್ನು ವಾಪಸ್ ನೀಡುವಂತೆ ಸೂಚಿಸಿದರು. ಈ ಸಂದರ್ಭದಲ್ಲಿ ರೈತ ಮುಖಂಡರುಗಳಾದ ಲೋಕೇಶ್ ಪಟೇಲ್, ಗಂಗಾಧರಯ್ಯ, ನಾಗೇಂದ್ರ, ವೆಂಕಟೇಶ್, ಕಾಡೂರು ಚಂದ್ರಶೇಖರ್, ಶೀ ಗೋಪಾಲ್ ಸೇರಿದಂತೆ ಹಲವರು ಇದ್ದರು. (784, 617, 939, 722)
paper-name: Praja Mana Kannada daily (710, 11, 888, 25)
headline-road-works: 4.20 ಕೋಟಿ ವೆಚ್ಚದ ರಸ್ತೆ ಅಭಿವೃದ್ಧಿ ಕಾಮಗಾರಿಗಳಿಗೆ ಗುದ್ದಲಿಪೂಜೆ (476, 72, 939, 104)
article-science-body-mid: ಸಂತೆ, ವಿಜ್ಞಾನ ಪ್ರದರ್ಶನದಂತಹ ಕಾರ್ಯಕ್ರಮಗಳು ಮಕ್ಕಳ ಕಲಿಕೆಗೆ ಪೂರಕ. ಮಕ್ಕಳು ಇಂತಹ ವೇದಿಕೆಗಳನ್ನು ಬಳಸಿಕೊಂಡು ಭವಿಷ್ಯದಲ್ಲಿ ಉತ್ತಮ ವಿಜ್ಞಾನಿಗಳಾಗಲಿ ಎಂದರು. ವಿಜ್ಞಾನ ಶಿಕ್ಷಕಿ ನಿರಂಜನ ಅವರು ಮಾತನಾಡಿ ಬೋಧನೆ ಮತ್ತು ಕಲಿಕೆ ಪ್ರಕ್ರಿಯೆ ಸರಳಗೊಳಿಸಲು ಮಾದರಿಗಳು ಸಹಾಯಕ. ವಿದ್ಯಾರ್ಥಿಗಳು ಪುಸ್ತಕದ ಜ್ಞಾನದ ಜೊತೆಗೆ ಪ್ರಾಯೋಗಿಕ ಜ್ಞಾನ ಪಡೆದುಕೊಳ್ಳಲು ಇಂತಹ ಪ್ರದರ್ಶನಗಳು ಉಪಯುಕ್ತ ಎಂದರು. (630, 992, 780, 1111)
newspaper-logo: ಪ್ರಜಾ ಮನ (6, 10, 53, 26)
article-road-body-cont: ಪಡಿತರ ಧಾನ್ಯಗಳಿಗೆ 5 ಕೆಜಿ ಅಕ್ಕಿ ಸಕ್ಕರೆ, ಬೇಳೆ, ಎಣ್ಣೆ ಮತ್ತು ಉಪ್ಪು ವಿತರಣೆ ಮಾಡಲಾಗುವುದು ಎಂದು ತಿಳಿಸಿದರು. ಕಾರ್ಯಕ್ರಮದಲ್ಲಿ ಬ್ಲಾಕ್ ಕಾಂಗ್ರೆಸ್ ಹಿಂದುಳಿದ ವರ್ಗಗಳ ವಿಭಾಗದ ಅಧ್ಯಕ್ಷ ಪ್ರಕಾಶ್ ಯಾದವ್, ಮುಖಂಡರಾದ ನರೇಂದ್ರ, ಹೇಮಾವತಿ ನಾಲಾವಲಯದ ಎಇಇ ಎಸ್.ಡಿ.ನಾಗಭೂಷಣ್, ಎಇಇ ಶ್ರೀಧರ್, ಮಾಸ್ಟರ್ ಸಿದ್ದಪ್ಪ, ಸಾರ್ಥವಳ್ಳಿ ಗ್ರಾಮ ಪಂಚಾಯಿತಿ ಪಿಡಿಒ ಬಿಳ್ಳಾಯು ಸೇರಿದಂತೆ ಅನೇಕರು ಉಪಸ್ಥಿತರಿದ್ದರು. (784, 255, 939, 374)
headline-science-model: ಹುಳಿಯಾರು ಕೆಪಿಎಸ್ ಶಾಲೆಯಲ್ಲಿ ವಿಜ್ಞಾನ ಮಾದರಿ ತಯಾರಿಕೆ ಸ್ಪರ್ಧೆ (476, 760, 939, 792)
farmers-meeting-photo (630, 465, 939, 613)
article-dalit-body: ತುರುವೇಕೆರೆ: ದೇವಾಲಯದೊಳಕ್ಕೆ ದಲಿತ ನವ ಜೋಡಿಗೆ ಪ್ರವೇಶ ಕೊಡದೇ ತಡೆಯೊಡ್ಡಿದ ಘಟನೆ ಪ್ರಕರಣ ರಾಜ್ಯಾದ್ಯಂತ ಸುದ್ದಿಯಾಗಿತ್ತು. ಇದರಿಂದ ಎಚ್ಚೆತ್ತುಕೊಂಡ ತಾಲೂಕು ಆಡಳಿತ ದೇವಾಲಯದೊಳಕ್ಕೆ ಪ್ರವೇಶ ನೀಡಿದೆ. ತಾಲೂಕಿನ ಅರಸೀಕೆರೆ ಗ್ರಾಮದ ದಲಿತ ಸಮುದಾಯಕ್ಕೆ ಸೇರಿದ ನವ ಜೋಡಿ ದೇವಿಯ ದರ್ಶನ ಪಡೆದರು. ತಹಸೀಲ್ದಾರ್ ಮತ್ತು ಅಧಿಕಾರಿಗಳ ಸಮ್ಮುಖದಲ್ಲಿ ನವ ಜೋಡಿಯನ್ನು ದೇವಾಲಯದೊಳಗೆ ಕರೆದೊಯ್ದು ಪೂಜೆ ಸಲ್ಲಿಸಲಾಯಿತು. ದಲಿತ ಸಮುದಾಯದ ಮುಖಂಡರು, ಗ್ರಾಮಸ್ಥರು ಹಾಗೂ ವಿವಿಧ ಸಂಘಟನೆಗಳ ಪದಾಧಿಕಾರಿಗಳು ಈ ವೇಳೆ ಹಾಜರಿದ್ದರು. ಈ ವೇಳೆ ಶಾಂತಿ ಸಭೆ ನಡೆಸಿ ಸರ್ವರೂ ಒಂದಾಗಿ ಬದುಕಬೇಕು ಎಂದು ಸಲಹೆ ನೀಡಲಾಯಿತು. ದೇವರು ಎಲ್ಲರಿಗೂ ಒಂದೇ ಎಂಬ ಸಂದೇಶ ಸಾರಲಾಯಿತು. ಗ್ರಾಮದಲ್ಲಿ ಶಾಂತಿ ಕಾಪಾಡುವಂತೆ ಪೊಲೀಸ್ ಇಲಾಖೆ ಮನವಿ ಮಾಡಿತು. ನವ ಜೋಡಿಗಳು ದೇವಿಯ ಆಶೀರ್ವಾದ ಪಡೆದು ಸಂತಸ ವ್ಯಕ್ತಪಡಿಸಿದರು. (476, 1186, 626, 1439)
headline-school-festival: ಸರ್ಕಾರಿ ಶಾಲೆಗೆ ಮಕ್ಕಳ ಸಾಮೂಹಿಕ ತಿಕ ಹಬ್ಬ (6, 1190, 467, 1226)
article-separator (6, 1186, 467, 1188)
